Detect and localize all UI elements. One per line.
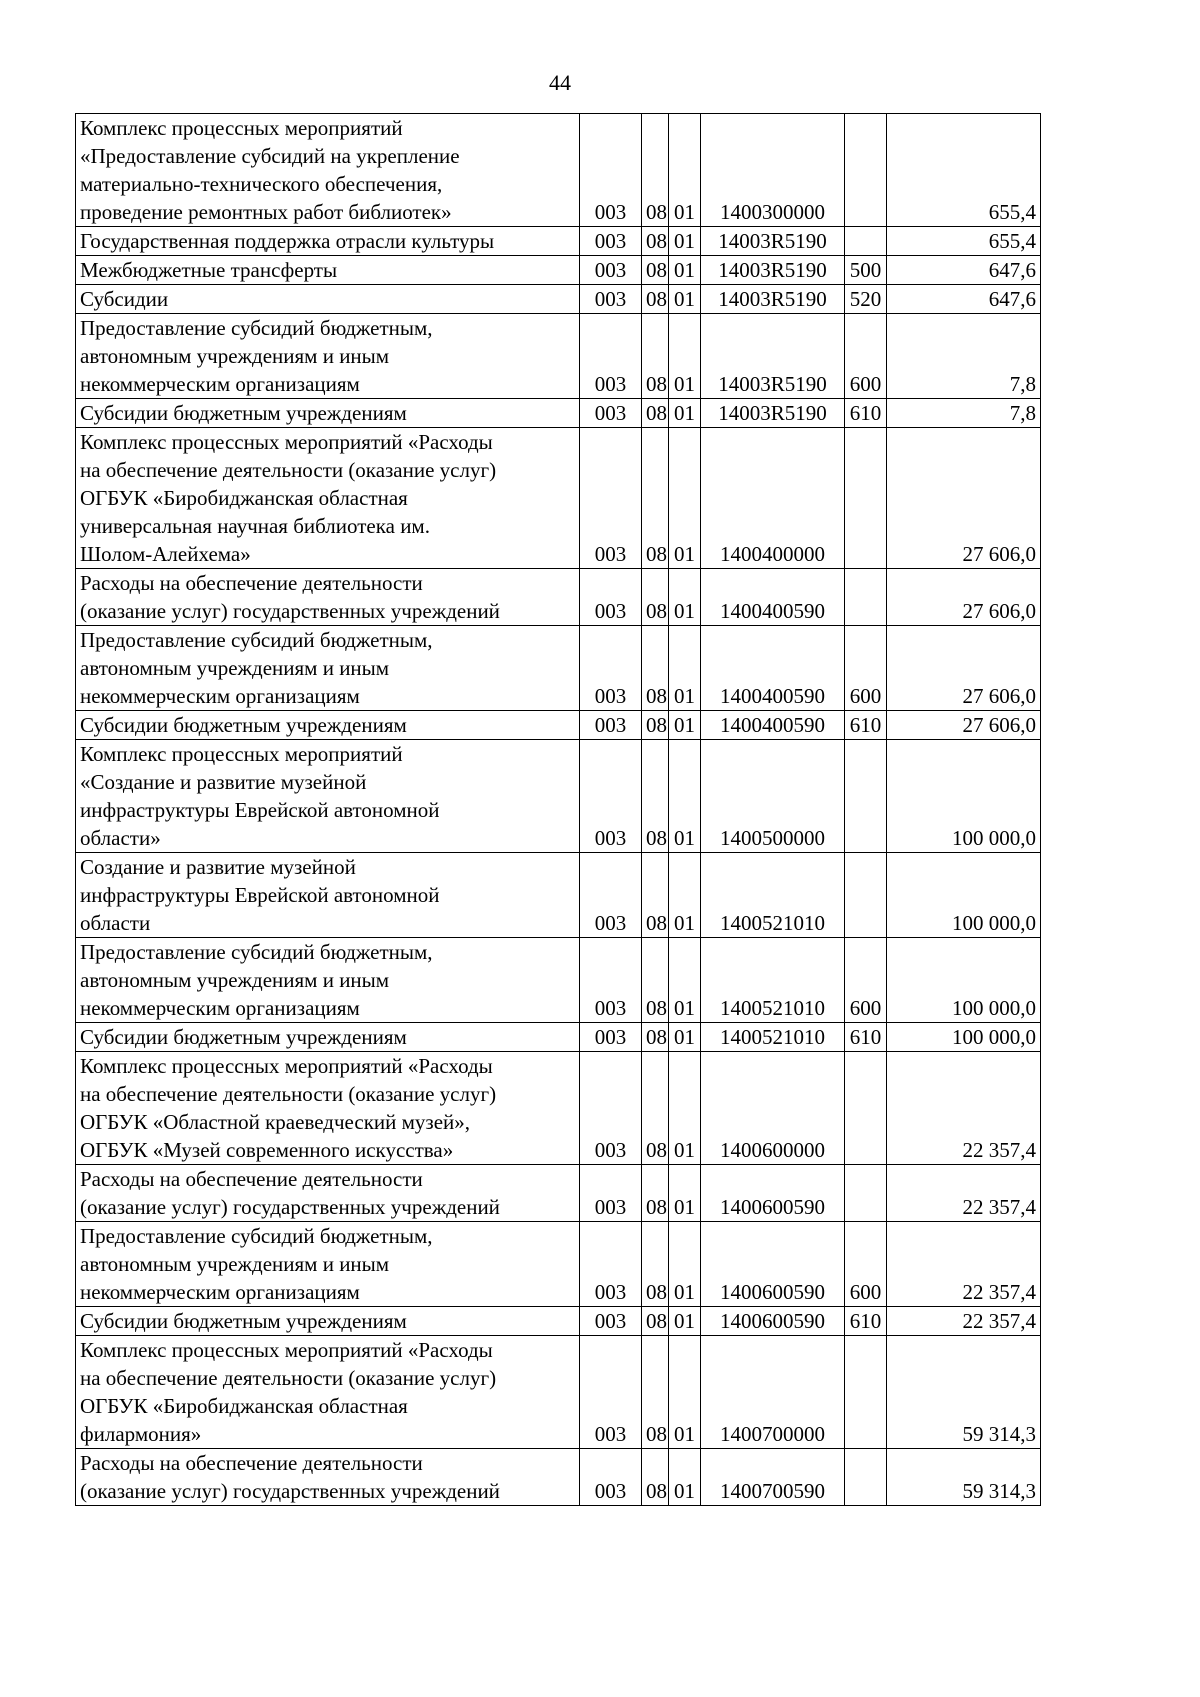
subsection-code-cell: 01 <box>669 1023 701 1052</box>
table-row <box>76 114 1041 227</box>
target-article-cell: 1400600590 <box>701 1307 845 1336</box>
table-row <box>76 1449 1041 1506</box>
grbs-code-cell: 003 <box>580 114 642 227</box>
section-code-cell: 08 <box>642 1336 669 1449</box>
grbs-code-cell: 003 <box>580 285 642 314</box>
subsection-code-cell: 01 <box>669 711 701 740</box>
subsection-code-cell: 01 <box>669 114 701 227</box>
expense-type-cell <box>845 853 887 938</box>
amount-cell: 100 000,0 <box>887 853 1041 938</box>
expense-name-cell: Создание и развитие музейной инфраструктуры Еврейской автономной области <box>76 853 580 938</box>
table-row <box>76 1307 1041 1336</box>
amount-cell: 27 606,0 <box>887 569 1041 626</box>
expense-name-cell: Субсидии бюджетным учреждениям <box>76 1307 580 1336</box>
table-row <box>76 314 1041 399</box>
grbs-code-cell: 003 <box>580 1222 642 1307</box>
grbs-code-cell: 003 <box>580 711 642 740</box>
expense-type-cell: 610 <box>845 1023 887 1052</box>
expense-type-cell: 600 <box>845 626 887 711</box>
table-row <box>76 1052 1041 1165</box>
expense-type-cell <box>845 114 887 227</box>
subsection-code-cell: 01 <box>669 569 701 626</box>
section-code-cell: 08 <box>642 227 669 256</box>
amount-cell: 100 000,0 <box>887 740 1041 853</box>
expense-name-cell: Расходы на обеспечение деятельности (оказание услуг) государственных учреждений <box>76 1449 580 1506</box>
table-row <box>76 853 1041 938</box>
grbs-code-cell: 003 <box>580 1052 642 1165</box>
table-row <box>76 938 1041 1023</box>
amount-cell: 655,4 <box>887 227 1041 256</box>
target-article-cell: 1400500000 <box>701 740 845 853</box>
target-article-cell: 1400400590 <box>701 626 845 711</box>
expense-name-cell: Предоставление субсидий бюджетным, автономным учреждениям и иным некоммерческим организациям <box>76 314 580 399</box>
grbs-code-cell: 003 <box>580 740 642 853</box>
expense-type-cell <box>845 227 887 256</box>
table-row <box>76 1165 1041 1222</box>
expense-type-cell: 600 <box>845 938 887 1023</box>
section-code-cell: 08 <box>642 1165 669 1222</box>
target-article-cell: 1400521010 <box>701 1023 845 1052</box>
expense-name-cell: Субсидии бюджетным учреждениям <box>76 1023 580 1052</box>
subsection-code-cell: 01 <box>669 1052 701 1165</box>
expense-name-cell: Комплекс процессных мероприятий «Расходы на обеспечение деятельности (оказание услуг) ОГБУК «Областной краеведческий музей», ОГБУК «Музей современного искусства» <box>76 1052 580 1165</box>
expense-name-cell: Комплекс процессных мероприятий «Создание и развитие музейной инфраструктуры Еврейской автономной области» <box>76 740 580 853</box>
expense-type-cell: 600 <box>845 314 887 399</box>
expense-type-cell <box>845 428 887 569</box>
section-code-cell: 08 <box>642 938 669 1023</box>
amount-cell: 655,4 <box>887 114 1041 227</box>
target-article-cell: 1400400590 <box>701 569 845 626</box>
subsection-code-cell: 01 <box>669 428 701 569</box>
expense-name-cell: Расходы на обеспечение деятельности (оказание услуг) государственных учреждений <box>76 1165 580 1222</box>
table-row <box>76 1336 1041 1449</box>
expense-name-cell: Межбюджетные трансферты <box>76 256 580 285</box>
section-code-cell: 08 <box>642 256 669 285</box>
target-article-cell: 1400700000 <box>701 1336 845 1449</box>
expense-type-cell <box>845 1449 887 1506</box>
expense-type-cell <box>845 1336 887 1449</box>
amount-cell: 100 000,0 <box>887 1023 1041 1052</box>
amount-cell: 59 314,3 <box>887 1449 1041 1506</box>
budget-table-body <box>76 114 1041 1506</box>
grbs-code-cell: 003 <box>580 428 642 569</box>
amount-cell: 100 000,0 <box>887 938 1041 1023</box>
expense-name-cell: Комплекс процессных мероприятий «Расходы на обеспечение деятельности (оказание услуг) ОГБУК «Биробиджанская областная универсальная научная библиотека им. Шолом-Алейхема» <box>76 428 580 569</box>
table-row <box>76 399 1041 428</box>
section-code-cell: 08 <box>642 740 669 853</box>
subsection-code-cell: 01 <box>669 1222 701 1307</box>
table-row <box>76 256 1041 285</box>
grbs-code-cell: 003 <box>580 569 642 626</box>
table-row <box>76 227 1041 256</box>
amount-cell: 22 357,4 <box>887 1052 1041 1165</box>
expense-type-cell: 600 <box>845 1222 887 1307</box>
expense-name-cell: Комплекс процессных мероприятий «Предоставление субсидий на укрепление материально-технического обеспечения, проведение ремонтных работ библиотек» <box>76 114 580 227</box>
grbs-code-cell: 003 <box>580 626 642 711</box>
target-article-cell: 1400600000 <box>701 1052 845 1165</box>
grbs-code-cell: 003 <box>580 314 642 399</box>
expense-name-cell: Предоставление субсидий бюджетным, автономным учреждениям и иным некоммерческим организациям <box>76 1222 580 1307</box>
target-article-cell: 1400300000 <box>701 114 845 227</box>
section-code-cell: 08 <box>642 1052 669 1165</box>
grbs-code-cell: 003 <box>580 399 642 428</box>
table-row <box>76 626 1041 711</box>
page-number: 44 <box>549 70 571 95</box>
section-code-cell: 08 <box>642 1222 669 1307</box>
grbs-code-cell: 003 <box>580 1336 642 1449</box>
section-code-cell: 08 <box>642 114 669 227</box>
target-article-cell: 1400400000 <box>701 428 845 569</box>
expense-name-cell: Государственная поддержка отрасли культуры <box>76 227 580 256</box>
target-article-cell: 1400600590 <box>701 1222 845 1307</box>
amount-cell: 27 606,0 <box>887 626 1041 711</box>
expense-type-cell: 610 <box>845 711 887 740</box>
table-row <box>76 569 1041 626</box>
section-code-cell: 08 <box>642 626 669 711</box>
amount-cell: 22 357,4 <box>887 1222 1041 1307</box>
table-row <box>76 285 1041 314</box>
grbs-code-cell: 003 <box>580 1449 642 1506</box>
expense-name-cell: Субсидии бюджетным учреждениям <box>76 399 580 428</box>
table-row <box>76 1222 1041 1307</box>
expense-type-cell: 610 <box>845 1307 887 1336</box>
subsection-code-cell: 01 <box>669 853 701 938</box>
target-article-cell: 14003R5190 <box>701 256 845 285</box>
section-code-cell: 08 <box>642 399 669 428</box>
amount-cell: 22 357,4 <box>887 1307 1041 1336</box>
expense-type-cell: 520 <box>845 285 887 314</box>
grbs-code-cell: 003 <box>580 256 642 285</box>
table-row <box>76 1023 1041 1052</box>
target-article-cell: 14003R5190 <box>701 314 845 399</box>
subsection-code-cell: 01 <box>669 314 701 399</box>
amount-cell: 7,8 <box>887 399 1041 428</box>
target-article-cell: 1400521010 <box>701 853 845 938</box>
target-article-cell: 14003R5190 <box>701 285 845 314</box>
expense-type-cell: 610 <box>845 399 887 428</box>
grbs-code-cell: 003 <box>580 227 642 256</box>
target-article-cell: 1400600590 <box>701 1165 845 1222</box>
subsection-code-cell: 01 <box>669 1449 701 1506</box>
expense-type-cell <box>845 1165 887 1222</box>
amount-cell: 59 314,3 <box>887 1336 1041 1449</box>
expense-name-cell: Предоставление субсидий бюджетным, автономным учреждениям и иным некоммерческим организациям <box>76 626 580 711</box>
section-code-cell: 08 <box>642 853 669 938</box>
section-code-cell: 08 <box>642 711 669 740</box>
subsection-code-cell: 01 <box>669 399 701 428</box>
expense-name-cell: Предоставление субсидий бюджетным, автономным учреждениям и иным некоммерческим организациям <box>76 938 580 1023</box>
table-row <box>76 711 1041 740</box>
expense-name-cell: Расходы на обеспечение деятельности (оказание услуг) государственных учреждений <box>76 569 580 626</box>
expense-type-cell <box>845 1052 887 1165</box>
amount-cell: 27 606,0 <box>887 711 1041 740</box>
subsection-code-cell: 01 <box>669 285 701 314</box>
subsection-code-cell: 01 <box>669 1165 701 1222</box>
amount-cell: 22 357,4 <box>887 1165 1041 1222</box>
grbs-code-cell: 003 <box>580 1307 642 1336</box>
grbs-code-cell: 003 <box>580 1165 642 1222</box>
amount-cell: 7,8 <box>887 314 1041 399</box>
target-article-cell: 14003R5190 <box>701 399 845 428</box>
target-article-cell: 14003R5190 <box>701 227 845 256</box>
section-code-cell: 08 <box>642 1307 669 1336</box>
subsection-code-cell: 01 <box>669 1336 701 1449</box>
grbs-code-cell: 003 <box>580 938 642 1023</box>
subsection-code-cell: 01 <box>669 626 701 711</box>
expense-name-cell: Субсидии <box>76 285 580 314</box>
subsection-code-cell: 01 <box>669 740 701 853</box>
expense-type-cell <box>845 569 887 626</box>
target-article-cell: 1400400590 <box>701 711 845 740</box>
section-code-cell: 08 <box>642 1449 669 1506</box>
subsection-code-cell: 01 <box>669 1307 701 1336</box>
budget-table <box>75 113 1041 1506</box>
amount-cell: 27 606,0 <box>887 428 1041 569</box>
subsection-code-cell: 01 <box>669 227 701 256</box>
section-code-cell: 08 <box>642 285 669 314</box>
section-code-cell: 08 <box>642 1023 669 1052</box>
grbs-code-cell: 003 <box>580 853 642 938</box>
amount-cell: 647,6 <box>887 256 1041 285</box>
expense-name-cell: Субсидии бюджетным учреждениям <box>76 711 580 740</box>
expense-type-cell: 500 <box>845 256 887 285</box>
section-code-cell: 08 <box>642 569 669 626</box>
grbs-code-cell: 003 <box>580 1023 642 1052</box>
amount-cell: 647,6 <box>887 285 1041 314</box>
subsection-code-cell: 01 <box>669 256 701 285</box>
target-article-cell: 1400521010 <box>701 938 845 1023</box>
target-article-cell: 1400700590 <box>701 1449 845 1506</box>
table-row <box>76 740 1041 853</box>
section-code-cell: 08 <box>642 314 669 399</box>
subsection-code-cell: 01 <box>669 938 701 1023</box>
expense-name-cell: Комплекс процессных мероприятий «Расходы на обеспечение деятельности (оказание услуг) ОГБУК «Биробиджанская областная филармония» <box>76 1336 580 1449</box>
section-code-cell: 08 <box>642 428 669 569</box>
table-row <box>76 428 1041 569</box>
expense-type-cell <box>845 740 887 853</box>
